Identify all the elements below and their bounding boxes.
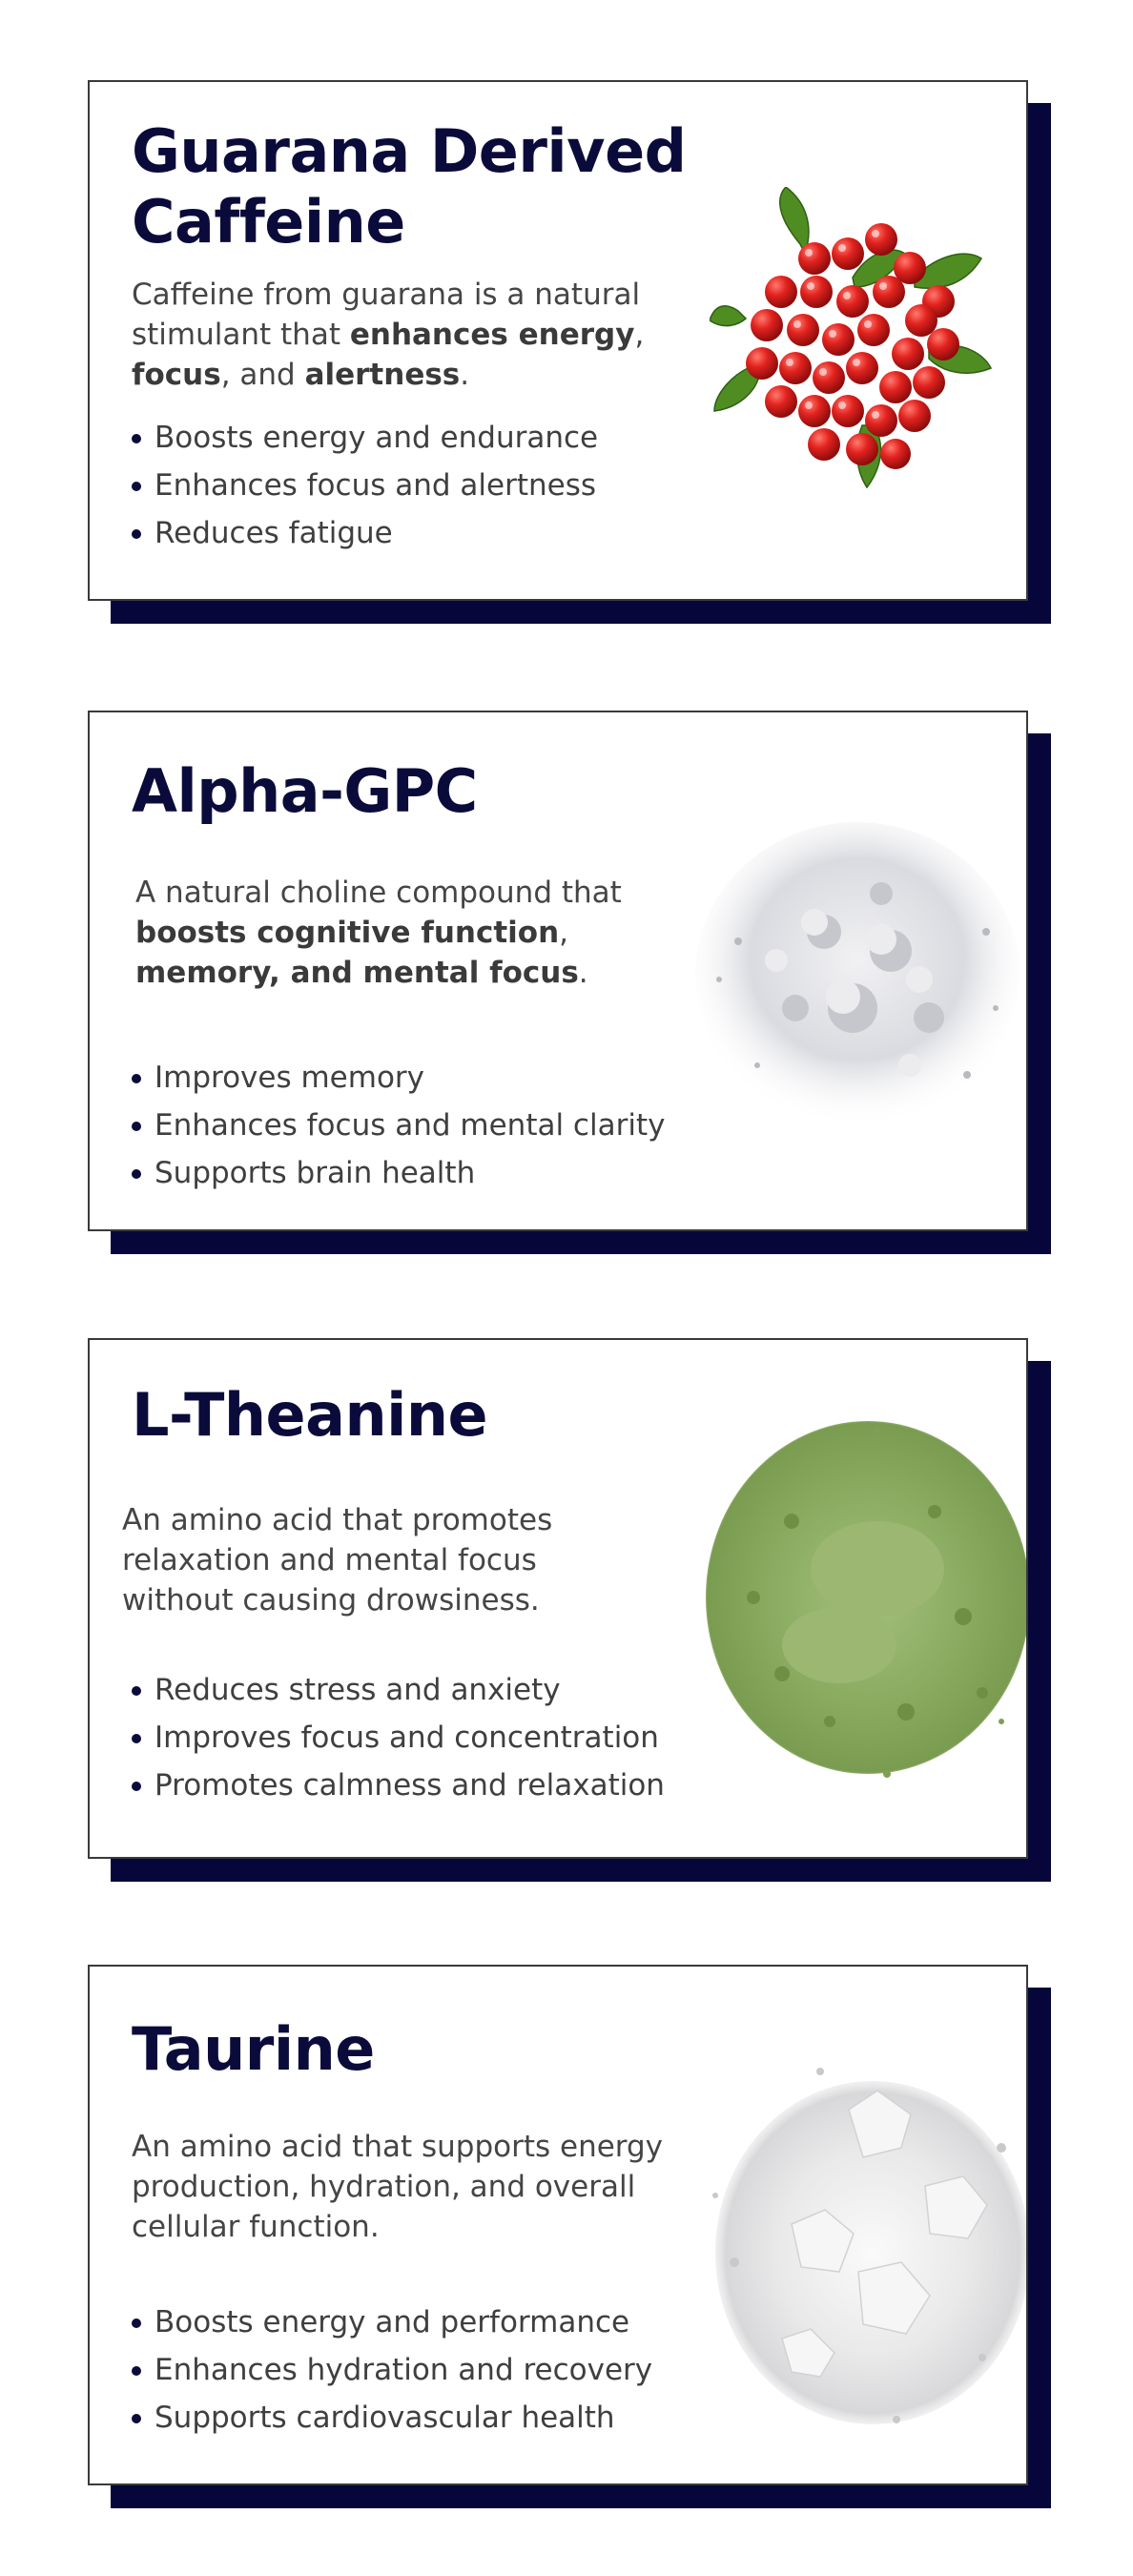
ingredient-card-alpha-gpc [88, 711, 1051, 1254]
list-item: Promotes calmness and relaxation [132, 1762, 665, 1809]
card-title: Guarana Derived Caffeine [132, 116, 687, 257]
card-body [88, 711, 1028, 1231]
list-item: Supports cardiovascular health [132, 2394, 652, 2442]
card-title: Alpha-GPC [132, 756, 478, 826]
green-powder-image [696, 1407, 1028, 1788]
ingredient-card-taurine [88, 1965, 1051, 2508]
card-title: Taurine [132, 2014, 375, 2084]
benefit-list [132, 1054, 665, 1197]
white-powder-image [681, 817, 1024, 1132]
guarana-berries-image [710, 187, 996, 492]
card-body [88, 1965, 1028, 2485]
card-description: An amino acid that supports energy production, hydration, and overall cellular function. [132, 2130, 664, 2244]
ingredient-card-l-theanine [88, 1338, 1051, 1882]
benefit-list [132, 2298, 652, 2442]
list-item: Reduces fatigue [132, 509, 598, 557]
list-item: Enhances hydration and recovery [132, 2346, 652, 2394]
card-body [88, 80, 1028, 601]
list-item: Enhances focus and alertness [132, 462, 598, 509]
list-item: Improves memory [132, 1054, 665, 1102]
list-item: Supports brain health [132, 1149, 665, 1197]
white-crystal-powder-image [696, 2052, 1028, 2434]
ingredient-card-guarana [88, 80, 1051, 624]
card-description: Caffeine from guarana is a natural stimulant that enhances energy, focus, and alertness. [132, 278, 645, 392]
list-item: Enhances focus and mental clarity [132, 1102, 665, 1149]
benefit-list [132, 1666, 665, 1809]
list-item: Improves focus and concentration [132, 1714, 665, 1762]
list-item: Boosts energy and endurance [132, 414, 598, 462]
card-description: A natural choline compound that boosts cognitive function, memory, and mental focus. [135, 876, 622, 990]
card-body [88, 1338, 1028, 1859]
card-description: An amino acid that promotes relaxation and mental focus without causing drowsiness. [122, 1503, 553, 1618]
list-item: Reduces stress and anxiety [132, 1666, 665, 1714]
list-item: Boosts energy and performance [132, 2298, 652, 2346]
benefit-list [132, 414, 598, 557]
card-title: L-Theanine [132, 1380, 488, 1450]
